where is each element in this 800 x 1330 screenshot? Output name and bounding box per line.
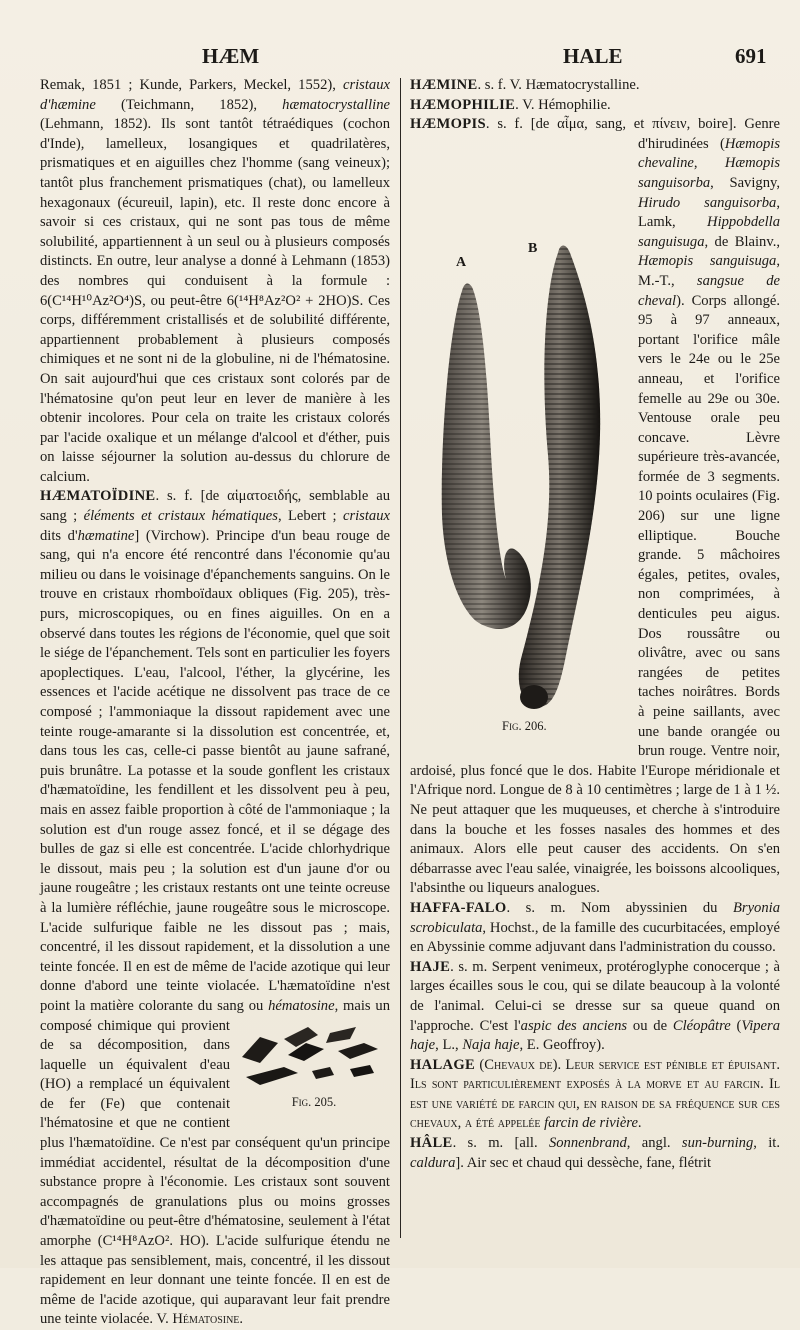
entry-haemophilie: HÆMOPHILIE. V. Hémophilie. <box>410 96 611 113</box>
header-center-word: HALE <box>563 44 623 68</box>
figure-205-caption: Fig. 205. <box>291 1094 337 1109</box>
leech-illustration <box>410 135 632 715</box>
figure-206-label-a: A <box>456 254 467 270</box>
headword: HALAGE <box>410 1056 476 1073</box>
entry-haematoidine: HÆMATOÏDINE. s. f. [de αἱματοειδής, semblable au sang ; éléments et cristaux hématiques, Lebert ; cristaux dits d'hæmatine] (Virchow). Principe d'un beau rouge de sang, qui n'a encore été rencontré dans l'économie qu'au milieu ou dans le voisinage d'épanchements sanguins. On le trouve en cristaux rhomboïdaux obliques (Fig. 205), très-purs, microscopiques, ou en fines aiguilles. On en a observé dans toutes les régions de l'économie, quel que soit le siége de l'épanchement. Tels sont en particulier les foyers apoplectiques. L'eau, l'alcool, l'éther, la glycérine, les essences et l'acide acétique ne dissolvent pas trace de ce composé ; l'ammoniaque la dissout rapidement avec une teinte rouge-amarante si la dissolution est concentrée, et, dans tous les cas, celle-ci passe bientôt au jaune safrané, puis brunâtre. La potasse et la soude gonflent les cristaux d'hæmatoïdine, les fendillent et les dissolvent peu à peu, mais en assez faible proportion à côté de l'ammoniaque ; la solution est d'un rouge assez foncé, et il se dégage des bulles de gaz si elle est concentrée. L'acide chlorhydrique le dissout, mais peu ; la solution est d'un jaune d'or ou jaune rougeâtre ; les cristaux restants ont une teinte ocreuse à la lumière réfléchie, jaune rougeâtre sous le microscope. L'acide sulfurique faible ne les dissout pas ; mais, concentré, il les dissout rapidement, et la dissolution a une teinte foncée. Il en est de même de l'acide azotique qui leur donne d'abord une teinte violacée. L'hæmatoïdine n'est point la matière colorante du sang ou Fig. 205. hématosine, mais un composé chimique qui provient de sa décomposition, dans laquelle un équivalent d'eau (HO) a remplacé un équivalent de fer (Fe) que contenait l'hématosine et que ne contient plus l'hæmatoïdine. Ce n'est par conséquent qu'un principe immédiat accidentel, résultat de la décomposition d'une substance propre à l'économie. Les cristaux sont souvent accompagnés de granulations plus ou moins grosses d'hæmatoïdine ou peut-être d'hématosine, seulement à l'état amorphe (C¹⁴H⁸AzO². HO). L'acide sulfurique étendu ne les attaque pas sensiblement, mais, concentré, il les dissout rapidement en leur donnant une teinte foncée. Il en est de même de l'acide azotique, qui auparavant leur fait prendre une teinte violacée. V. Hématosine. <box>40 488 390 1328</box>
crystals-illustration <box>238 1019 390 1093</box>
left-column <box>40 76 390 1330</box>
figure-206-caption: Fig. 206. <box>502 718 547 733</box>
entry-haffa-falo: HAFFA-FALO. s. m. Nom abyssinien du Bryonia scrobiculata, Hochst., de la famille des cucurbitacées, employé en Abyssinie comme adjuvant dans l'administration du cousso. <box>410 899 780 956</box>
headword: HÂLE <box>410 1135 453 1152</box>
headword: HAJE <box>410 958 451 975</box>
page-number: 691 <box>735 44 767 68</box>
figure-206-label-b: B <box>528 240 538 256</box>
headword: HÆMATOÏDINE <box>40 488 156 505</box>
column-divider <box>400 78 401 1238</box>
entry-continuation: Remak, 1851 ; Kunde, Parkers, Meckel, 1552), cristaux d'hæmine (Teichmann, 1852), hæmatocrystalline (Lehmann, 1852). Ils sont tantôt tétraédiques (cochon d'Inde), lamelleux, losangiques et quadrilatères, prismatiques et en aiguilles chez l'homme (sang veineux); tantôt plus franchement prismatiques (chat), ou lamelleux hexagonaux (écureuil, lapin), etc. Il reste donc encore à savoir si ces cristaux, qui ne sont pas tous de même solubilité, appartiennent à un seul ou à plusieurs composés distincts. En outre, leur analyse a donné à Lehmann (1853) des nombres qui conduisent à la formule : 6(C¹⁴H¹⁰Az²O⁴)S, ou peut-être 6(¹⁴H⁸Az²O² + 2HO)S. Ces corps, différemment cristallisés et de solubilité différente, appartiennent probablement à plusieurs composés chimiques et ne sont ni de la globuline, ni de l'hématosine. On sait aujourd'hui que ces cristaux sont colorés par de l'hématosine qu'on peut leur en lever de manière à les obtenir incolores. Pour cela on traite les cristaux colorés par l'acide oxalique et un mélange d'alcool et d'éther, puis on laisse séjourner la solution au-dessus du chlorure de calcium. <box>40 77 390 485</box>
entry-hale: HÂLE. s. m. [all. Sonnenbrand, angl. sun-burning, it. caldura]. Air sec et chaud qui dessèche, fane, flétrit <box>410 1135 780 1171</box>
headword: HÆMOPIS <box>410 116 486 133</box>
figure-205 <box>238 1019 390 1111</box>
entry-halage: HALAGE (Chevaux de). Leur service est pénible et épuisant. Ils sont particulièrement exposés à la morve et au farcin. Il est une variété de farcin qui, en raison de sa fréquence sur ces chevaux, a été appelée farcin de rivière. <box>410 1056 780 1132</box>
headword: HÆMOPHILIE <box>410 96 516 113</box>
right-column <box>410 76 780 1173</box>
figure-206 <box>410 135 632 747</box>
entry-haje: HAJE. s. m. Serpent venimeux, protéroglyphe conocerque ; à larges écailles sous le cou, qui se dilate beaucoup à la volonté de l'animal. Celui-ci se dresse sur sa queue quand on l'approche. C'est l'aspic des anciens ou de Cléopâtre (Vipera haje, L., Naja haje, E. Geoffroy). <box>410 958 780 1054</box>
entry-haemine: HÆMINE. s. f. V. Hæmatocrystalline. <box>410 77 640 93</box>
entry-haemopis: HÆMOPIS. s. f. [de αἷμα, sang, et πίνειν, boire]. Genre d'hirudinées ( A B Fig. 206. Hæmopis chevaline, Hæmopis sanguisorba, Savigny, Hirudo sanguisorba, Lamk, Hippobdella sanguisuga, de Blainv., Hæmopis sanguisuga, M.-T., sangsue de cheval). Corps allongé. 95 à 97 anneaux, portant l'orifice mâle vers le 24e ou le 25e anneau, et l'orifice femelle au 29e ou 30e. Ventouse orale peu concave. Lèvre supérieure très-avancée, formée de 3 segments. 10 points oculaires (Fig. 206) sur une ligne elliptique. Bouche grande. 5 mâchoires égales, petites, ovales, non comprimées, à denticules peu aigus. Dos roussâtre ou olivâtre, avec ou sans rangées de petites taches noirâtres. Bords à peine saillants, avec une bande orangée ou brun rouge. Ventre noir, ardoisé, plus foncé que le dos. Habite l'Europe méridionale et l'Afrique nord. Longue de 8 à 10 centimètres ; large de 1 à 1 ½. Ne peut attaquer que les muqueuses, et cherche à s'introduire dans la bouche et les fosses nasales des hommes et des animaux. Alors elle peut causer des accidents. On s'en débarrasse avec l'eau salée, vinaigrée, les boissons alcooliques, l'absinthe ou liqueurs analogues. <box>410 116 780 897</box>
running-head <box>0 44 800 72</box>
header-left-word: HÆM <box>202 44 260 68</box>
headword: HAFFA-FALO <box>410 899 507 916</box>
headword: HÆMINE <box>410 77 478 93</box>
